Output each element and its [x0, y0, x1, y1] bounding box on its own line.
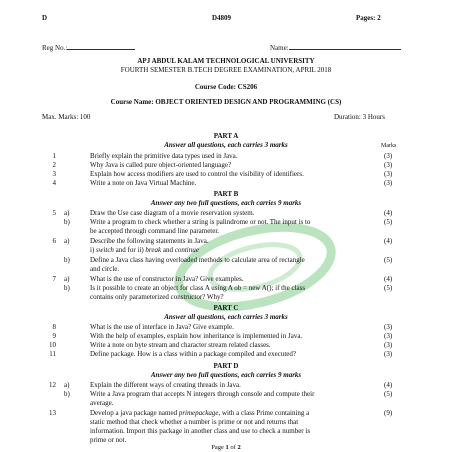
question-text: Write a note on Java Virtual Machine.: [90, 179, 197, 187]
part-d-instruction: Answer any two full questions, each carries 9 marks: [150, 371, 302, 379]
question-number: 2: [52, 161, 56, 169]
header-left-code: D: [42, 14, 48, 22]
course-name: Course Name: OBJECT ORIENTED DESIGN AND PROGRAMMING (CS): [110, 98, 342, 106]
part-a-title: PART A: [213, 132, 239, 140]
exam-title: FOURTH SEMESTER B.TECH DEGREE EXAMINATION, APRIL 2018: [120, 66, 332, 74]
max-marks: Max. Marks: 100: [42, 113, 91, 121]
question-text: average.: [90, 399, 114, 407]
question-subpart: b): [64, 218, 70, 226]
question-text: Define a Java class having overloaded methods to calculate area of rectangle: [90, 256, 305, 264]
question-text: Why Java is called pure object-oriented language?: [90, 161, 232, 169]
question-text: Write a Java program that accepts N integers through console and compute their: [90, 390, 315, 398]
question-text: Write a note on byte stream and character stream related classes.: [90, 341, 271, 349]
part-a-instruction: Answer all questions, each carries 3 marks: [164, 141, 288, 149]
page-count: Pages: 2: [356, 14, 381, 22]
university-name: APJ ABDUL KALAM TECHNOLOGICAL UNIVERSITY: [137, 57, 315, 65]
question-text: i) switch and for ii) break and continue: [90, 246, 199, 254]
question-text: be accepted through command line parameter.: [90, 227, 220, 235]
question-number: 8: [52, 323, 56, 331]
question-subpart: a): [64, 237, 70, 245]
question-number: 1: [52, 152, 56, 160]
question-text: Write a program to check whether a string is palindrome or not. The input is to: [90, 218, 311, 226]
question-number: 10: [49, 341, 56, 349]
part-c-title: PART C: [213, 304, 239, 312]
question-marks: (3): [384, 323, 393, 331]
question-marks: (4): [384, 237, 393, 245]
part-d-title: PART D: [213, 362, 239, 370]
question-marks: (3): [384, 332, 393, 340]
question-subpart: b): [64, 256, 70, 264]
question-number: 11: [49, 350, 56, 358]
question-marks: (3): [384, 170, 393, 178]
question-text: What is the use of interface in Java? Give example.: [90, 323, 234, 331]
question-subpart: a): [64, 209, 70, 217]
page-footer: Page 1 of 2: [211, 444, 241, 451]
question-text: Develop a java package named primepackage, with a class Prime containing a: [90, 409, 310, 417]
question-marks: (4): [384, 209, 393, 217]
question-subpart: b): [64, 390, 70, 398]
question-text: Explain how access modifiers are used to control the visibility of identifiers.: [90, 170, 304, 178]
question-marks: (3): [384, 179, 393, 187]
reg-no-label: Reg No.:: [42, 44, 68, 52]
question-text: information. Import this package in another class and use to check a number is: [90, 427, 311, 435]
question-number: 6: [52, 237, 56, 245]
question-text: Define package. How is a class within a package compiled and executed?: [90, 350, 297, 358]
question-marks: (5): [384, 256, 393, 264]
question-number: 12: [49, 381, 56, 389]
question-marks: (5): [384, 284, 393, 292]
question-number: 7: [52, 275, 56, 283]
question-marks: (3): [384, 161, 393, 169]
question-marks: (5): [384, 218, 393, 226]
question-marks: (4): [384, 381, 393, 389]
question-subpart: a): [64, 381, 70, 389]
name-blank: [289, 43, 401, 50]
name-field: [270, 43, 401, 52]
question-marks: (5): [384, 390, 393, 398]
question-number: 3: [52, 170, 56, 178]
question-text: prime or not.: [90, 436, 127, 444]
question-marks: (3): [384, 152, 393, 160]
part-b-title: PART B: [213, 190, 239, 198]
question-text: Explain the different ways of creating threads in Java.: [90, 381, 241, 389]
part-c-instruction: Answer all questions, each carries 3 marks: [164, 313, 288, 321]
question-marks: (3): [384, 341, 393, 349]
reg-no-blank: [67, 43, 135, 50]
course-code: Course Code: CS206: [194, 83, 258, 91]
question-text: static method that check whether a number is prime or not and returns that: [90, 418, 299, 426]
question-marks: (3): [384, 350, 393, 358]
part-b-instruction: Answer any two full questions, each carries 9 marks: [150, 199, 302, 207]
question-text: contains only parameterized constructor? Why?: [90, 293, 224, 301]
question-number: 13: [49, 409, 56, 417]
question-text: Draw the Use case diagram of a movie reservation system.: [90, 209, 255, 217]
question-number: 9: [52, 332, 56, 340]
question-text: Briefly explain the primitive data types used in Java.: [90, 152, 238, 160]
question-marks: (9): [384, 409, 393, 417]
question-text: and circle.: [90, 265, 120, 273]
reg-no-field: [42, 43, 135, 52]
question-subpart: b): [64, 284, 70, 292]
question-text: With the help of examples, explain how inheritance is implemented in Java.: [90, 332, 303, 340]
question-subpart: a): [64, 275, 70, 283]
duration: Duration: 3 Hours: [334, 113, 385, 121]
question-text: Is it possible to create an object for class A using A ob = new A(); if the class: [90, 284, 306, 292]
name-label: Name:: [270, 44, 289, 52]
question-number: 5: [52, 209, 56, 217]
question-text: Describe the following statements in Java.: [90, 237, 209, 245]
question-marks: (4): [384, 275, 393, 283]
marks-column-header: Marks: [381, 143, 397, 149]
paper-code: D4809: [212, 14, 232, 22]
question-text: What is the use of constructor in Java? Give examples.: [90, 275, 244, 283]
question-number: 4: [52, 179, 56, 187]
